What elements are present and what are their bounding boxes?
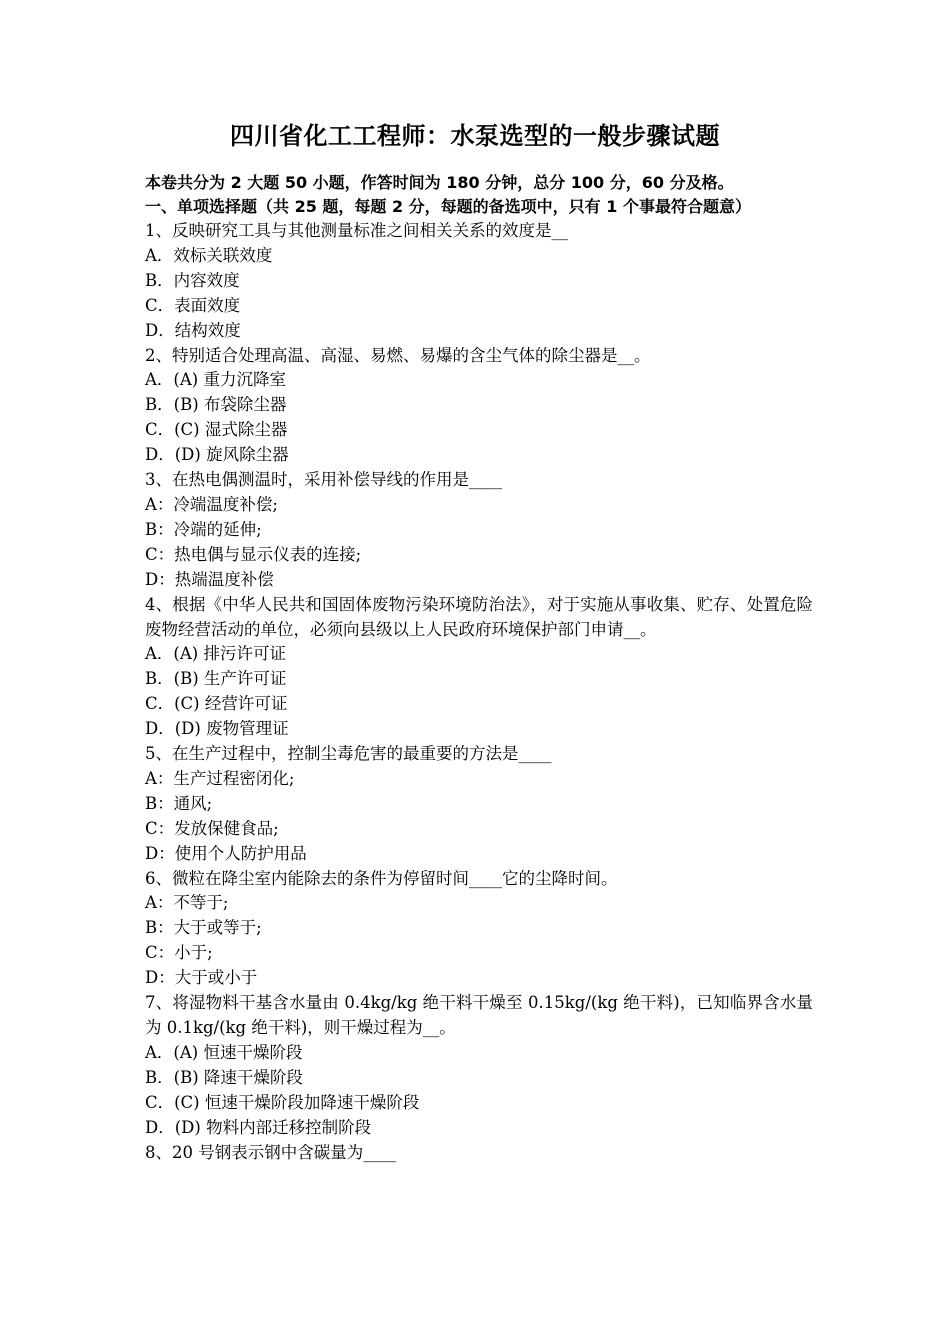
answer-option: D：使用个人防护用品 bbox=[145, 843, 307, 863]
question-stem: 3、在热电偶测温时，采用补偿导线的作用是____ bbox=[145, 470, 502, 490]
answer-option: B．(B) 布袋除尘器 bbox=[145, 395, 287, 415]
answer-option: A．(A) 排污许可证 bbox=[145, 644, 286, 664]
answer-option: A：生产过程密闭化; bbox=[145, 768, 295, 788]
answer-option: C．(C) 湿式除尘器 bbox=[145, 420, 288, 440]
answer-option: A．效标关联效度 bbox=[145, 245, 273, 265]
question-7 bbox=[145, 991, 813, 1140]
question-3 bbox=[145, 468, 813, 593]
question-6 bbox=[145, 867, 813, 992]
answer-option: D．(D) 旋风除尘器 bbox=[145, 445, 289, 465]
answer-option: C：小于; bbox=[145, 943, 213, 963]
document-title: 四川省化工工程师：水泵选型的一般步骤试题 bbox=[230, 122, 720, 150]
question-4 bbox=[145, 593, 813, 742]
question-stem: 1、反映研究工具与其他测量标准之间相关关系的效度是__ bbox=[145, 221, 568, 240]
question-stem: 7、将湿物料干基含水量由 0.4kg/kg 绝干料干燥至 0.15kg/(kg 绝干料)，已知临界含水量为 0.1kg/(kg 绝干料)，则干燥过程为__。 bbox=[145, 993, 813, 1037]
answer-option: A．(A) 恒速干燥阶段 bbox=[145, 1042, 303, 1062]
question-stem: 2、特别适合处理高温、高湿、易燃、易爆的含尘气体的除尘器是__。 bbox=[145, 345, 651, 365]
exam-intro: 本卷共分为 2 大题 50 小题，作答时间为 180 分钟，总分 100 分，60 分及格。 bbox=[145, 173, 734, 192]
question-8 bbox=[145, 1141, 813, 1166]
answer-option: B：大于或等于; bbox=[145, 918, 262, 938]
answer-option: B．(B) 生产许可证 bbox=[145, 669, 287, 689]
answer-option: A：冷端温度补偿; bbox=[145, 494, 278, 514]
answer-option: D．(D) 物料内部迁移控制阶段 bbox=[145, 1117, 372, 1137]
question-stem: 4、根据《中华人民共和国固体废物污染环境防治法》，对于实施从事收集、贮存、处置危险废物经营活动的单位，必须向县级以上人民政府环境保护部门申请__。 bbox=[145, 594, 813, 639]
question-1 bbox=[145, 219, 813, 344]
answer-option: A：不等于; bbox=[145, 893, 229, 913]
answer-option: C．(C) 恒速干燥阶段加降速干燥阶段 bbox=[145, 1092, 420, 1112]
question-stem: 5、在生产过程中，控制尘毒危害的最重要的方法是____ bbox=[145, 744, 552, 764]
answer-option: D：热端温度补偿 bbox=[145, 569, 274, 589]
answer-option: C．表面效度 bbox=[145, 295, 241, 315]
document-body bbox=[145, 170, 813, 1165]
question-5 bbox=[145, 742, 813, 867]
answer-option: B：冷端的延伸; bbox=[145, 519, 262, 539]
question-stem: 6、微粒在降尘室内能除去的条件为停留时间____它的尘降时间。 bbox=[145, 868, 618, 888]
answer-option: B．内容效度 bbox=[145, 270, 240, 290]
answer-option: A．(A) 重力沉降室 bbox=[145, 370, 286, 390]
answer-option: C：热电偶与显示仪表的连接; bbox=[145, 544, 362, 564]
answer-option: D．结构效度 bbox=[145, 320, 241, 340]
answer-option: D．(D) 废物管理证 bbox=[145, 719, 289, 739]
question-stem: 8、20 号钢表示钢中含碳量为____ bbox=[145, 1142, 397, 1162]
answer-option: B．(B) 降速干燥阶段 bbox=[145, 1067, 303, 1087]
section-heading: 一、单项选择题（共 25 题，每题 2 分，每题的备选项中，只有 1 个事最符合题意） bbox=[145, 197, 751, 216]
answer-option: C．(C) 经营许可证 bbox=[145, 694, 288, 714]
answer-option: B：通风; bbox=[145, 793, 213, 813]
question-2 bbox=[145, 344, 813, 469]
answer-option: C：发放保健食品; bbox=[145, 818, 279, 838]
answer-option: D：大于或小于 bbox=[145, 968, 258, 988]
